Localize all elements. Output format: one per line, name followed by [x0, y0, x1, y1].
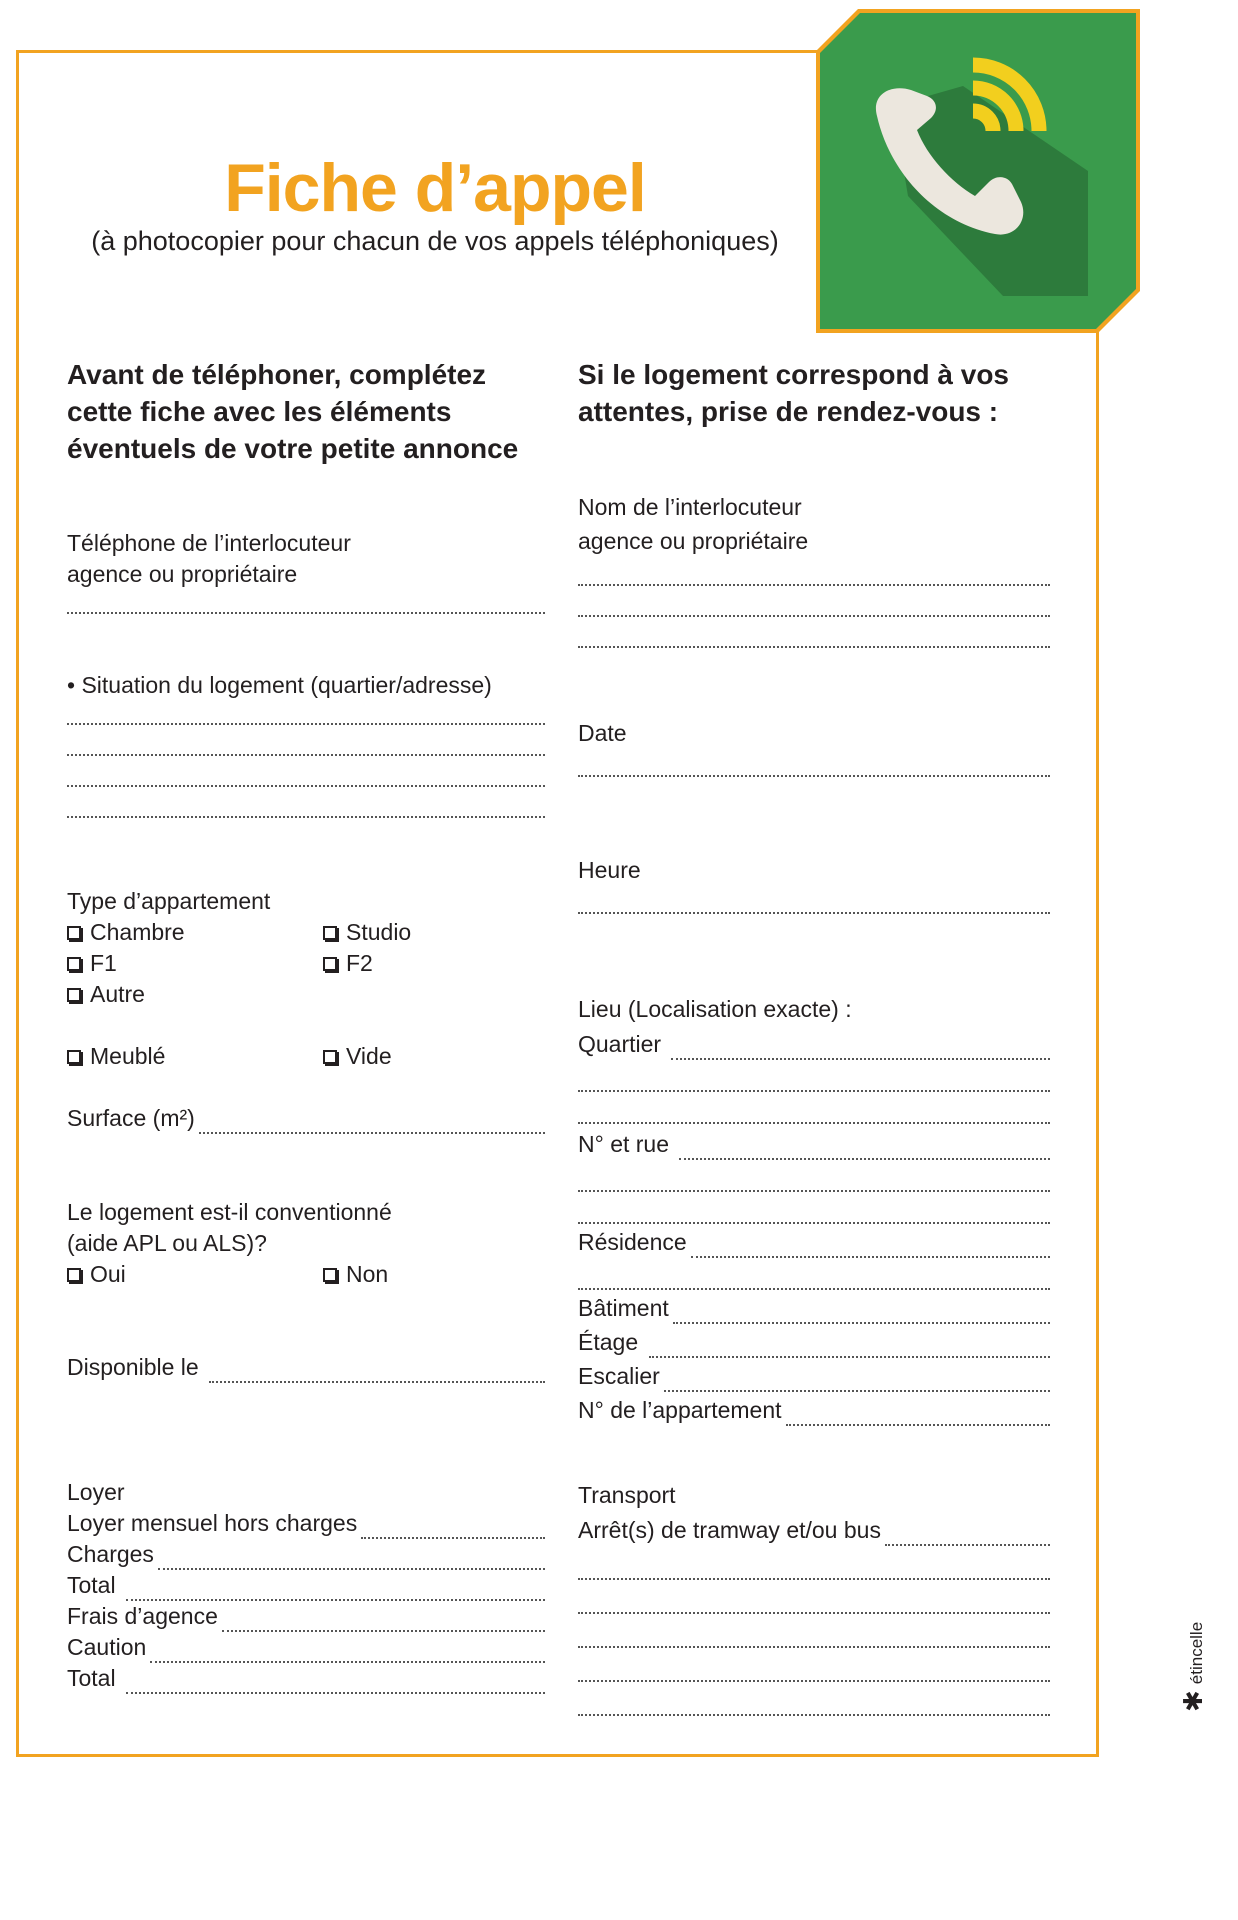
transport-field-5[interactable] [578, 1648, 1050, 1682]
loyer-field-6[interactable] [126, 1668, 545, 1694]
transport-field-4[interactable] [578, 1614, 1050, 1648]
rue-field-3[interactable] [578, 1192, 1050, 1224]
loyer-field-1[interactable] [361, 1513, 545, 1539]
page-subtitle: (à photocopier pour chacun de vos appels téléphoniques) [91, 226, 779, 256]
residence-row[interactable]: Résidence [578, 1224, 1050, 1258]
situation-label: • Situation du logement (quartier/adresse) [67, 672, 492, 698]
checkbox-studio[interactable]: Studio [323, 917, 545, 948]
loyer-row-1[interactable]: Loyer mensuel hors charges [67, 1508, 545, 1539]
left-column [67, 356, 545, 1694]
lieu-label: Lieu (Localisation exacte) : [578, 996, 852, 1022]
phone-label: Téléphone de l’interlocuteur agence ou propriétaire [67, 530, 351, 587]
residence-field[interactable] [691, 1232, 1050, 1258]
loyer-field-4[interactable] [222, 1606, 545, 1632]
etage-field[interactable] [649, 1332, 1051, 1358]
date-label: Date [578, 720, 627, 746]
checkbox-autre[interactable]: Autre [67, 979, 323, 1010]
asterisk-icon: ✱ [1178, 1690, 1208, 1712]
checkbox-icon [323, 1268, 337, 1282]
type-label: Type d’appartement [67, 888, 271, 914]
checkbox-meuble[interactable]: Meublé [67, 1041, 323, 1072]
situation-field-4[interactable] [67, 787, 545, 818]
checkbox-f2[interactable]: F2 [323, 948, 545, 979]
loyer-row-6[interactable]: Total [67, 1663, 545, 1694]
checkbox-oui[interactable]: Oui [67, 1259, 323, 1290]
name-field-1[interactable] [578, 558, 1050, 586]
heure-label: Heure [578, 857, 641, 883]
furnish-options [67, 1041, 545, 1072]
brand-label: étincelle [1187, 1621, 1206, 1685]
checkbox-icon [67, 926, 81, 940]
situation-field-3[interactable] [67, 756, 545, 787]
surface-unit: (m²) [152, 1105, 195, 1131]
batiment-field[interactable] [673, 1298, 1050, 1324]
checkbox-vide[interactable]: Vide [323, 1041, 545, 1072]
appart-field[interactable] [786, 1400, 1050, 1426]
surface-row[interactable]: Surface (m²) [67, 1103, 545, 1134]
rue-row[interactable]: N° et rue [578, 1124, 1050, 1160]
quartier-field-3[interactable] [578, 1092, 1050, 1124]
escalier-field[interactable] [664, 1366, 1050, 1392]
conv-label: Le logement est-il conventionné (aide APL ou ALS)? [67, 1199, 392, 1256]
name-label: Nom de l’interlocuteur agence ou propriétaire [578, 494, 809, 554]
right-column [578, 356, 1050, 1716]
loyer-row-5[interactable]: Caution [67, 1632, 545, 1663]
loyer-field-2[interactable] [158, 1544, 545, 1570]
transport-field-2[interactable] [578, 1546, 1050, 1580]
checkbox-icon [67, 1268, 81, 1282]
transport-label: Transport [578, 1482, 676, 1508]
type-options [67, 917, 545, 1010]
checkbox-icon [67, 957, 81, 971]
arret-row[interactable]: Arrêt(s) de tramway et/ou bus [578, 1512, 1050, 1546]
dispo-field[interactable] [209, 1357, 545, 1383]
escalier-row[interactable]: Escalier [578, 1358, 1050, 1392]
left-heading: Avant de téléphoner, complétez cette fiche avec les éléments éventuels de votre petite annonce [67, 359, 519, 464]
name-field-2[interactable] [578, 586, 1050, 617]
residence-field-2[interactable] [578, 1258, 1050, 1290]
loyer-field-3[interactable] [126, 1575, 545, 1601]
checkbox-icon [323, 1050, 337, 1064]
checkbox-icon [67, 988, 81, 1002]
checkbox-non[interactable]: Non [323, 1259, 545, 1290]
rue-field[interactable] [679, 1134, 1050, 1160]
quartier-field-2[interactable] [578, 1060, 1050, 1092]
loyer-label: Loyer [67, 1479, 125, 1505]
appart-row[interactable]: N° de l’appartement [578, 1392, 1050, 1426]
right-heading: Si le logement correspond à vos attentes, prise de rendez-vous : [578, 359, 1010, 427]
heure-field[interactable] [578, 886, 1050, 914]
conv-options [67, 1259, 545, 1290]
loyer-row-3[interactable]: Total [67, 1570, 545, 1601]
transport-field-3[interactable] [578, 1580, 1050, 1614]
situation-field-2[interactable] [67, 725, 545, 756]
surface-field[interactable] [199, 1108, 545, 1134]
brand-mark [1178, 1622, 1209, 1712]
phone-field[interactable] [67, 590, 545, 614]
loyer-row-2[interactable]: Charges [67, 1539, 545, 1570]
rue-field-2[interactable] [578, 1160, 1050, 1192]
checkbox-chambre[interactable]: Chambre [67, 917, 323, 948]
transport-field-6[interactable] [578, 1682, 1050, 1716]
quartier-row[interactable]: Quartier [578, 1026, 1050, 1060]
checkbox-icon [67, 1050, 81, 1064]
date-field[interactable] [578, 749, 1050, 777]
quartier-field[interactable] [671, 1034, 1050, 1060]
name-field-3[interactable] [578, 617, 1050, 648]
checkbox-icon [323, 957, 337, 971]
etage-row[interactable]: Étage [578, 1324, 1050, 1358]
loyer-row-4[interactable]: Frais d’agence [67, 1601, 545, 1632]
arret-field[interactable] [885, 1520, 1050, 1546]
batiment-row[interactable]: Bâtiment [578, 1290, 1050, 1324]
dispo-row[interactable]: Disponible le [67, 1352, 545, 1383]
page-title: Fiche d’appel [224, 150, 646, 226]
situation-field-1[interactable] [67, 701, 545, 725]
loyer-field-5[interactable] [150, 1637, 545, 1663]
checkbox-f1[interactable]: F1 [67, 948, 323, 979]
checkbox-icon [323, 926, 337, 940]
